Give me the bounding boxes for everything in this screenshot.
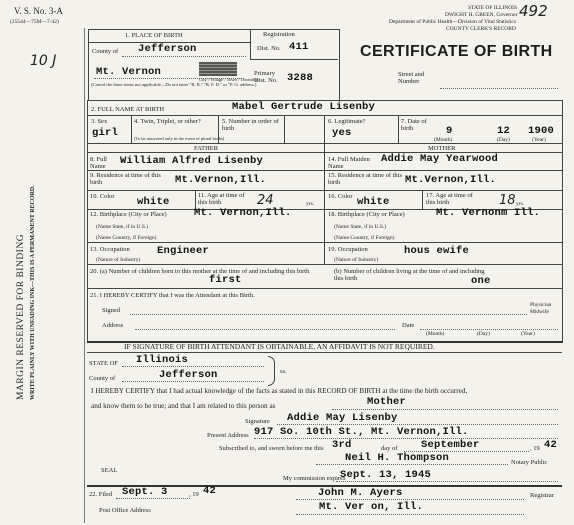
children-born-label: 20. (a) Number of children born to this mother at the time of and including this birth bbox=[90, 268, 310, 275]
governor: DWIGHT H. GREEN, Governor bbox=[445, 12, 518, 18]
mother-birthplace-label: 18. Birthplace (City or Place) bbox=[328, 211, 405, 218]
day-of-label: day of bbox=[381, 445, 398, 452]
full-name-value: Mabel Gertrude Lisenby bbox=[232, 101, 376, 113]
twin-note: (To be answered only in the event of plural births) bbox=[134, 136, 225, 141]
father-age-value: 24 bbox=[257, 193, 274, 208]
affidavit-signature-value: Addie May Lisenby bbox=[287, 412, 398, 424]
affidavit-text-line2: and know them to be true; and that I am related to this person as bbox=[91, 402, 276, 410]
legitimate-value: yes bbox=[332, 127, 352, 139]
city-value: Mt. Vernon bbox=[96, 66, 162, 78]
dob-label: 7. Date of birth bbox=[401, 118, 427, 132]
mother-birthplace-value: Mt. Vernonm Ill. bbox=[436, 207, 541, 219]
subscribed-month: September bbox=[421, 439, 480, 451]
father-country-note: (Name Country, if Foreign) bbox=[96, 235, 157, 241]
mother-residence-value: Mt.Vernon,Ill. bbox=[405, 174, 497, 186]
affidavit-state-value: Illinois bbox=[136, 354, 189, 366]
stamp-number: 492 bbox=[519, 2, 548, 20]
attendant-label: 21. I HEREBY CERTIFY that I was the Attendant at this Birth. bbox=[90, 292, 255, 299]
registrar-label: Registrar bbox=[530, 492, 554, 499]
dist-no-value: 411 bbox=[289, 41, 309, 53]
mother-state-note: (Name State, if in U.S.) bbox=[334, 224, 387, 230]
affidavit-ss: ss. bbox=[280, 368, 287, 375]
filed-date: Sept. 3 bbox=[122, 486, 168, 498]
twin-label: 4. Twin, Triplet, or other? bbox=[134, 118, 201, 125]
state-title: STATE OF ILLINOIS bbox=[468, 5, 518, 11]
registrar-name: John M. Ayers bbox=[318, 487, 403, 499]
affidavit-brace bbox=[268, 356, 275, 386]
left-margin bbox=[84, 28, 85, 523]
affidavit-signature-label: Signature bbox=[245, 418, 270, 425]
dob-month-label: (Month) bbox=[434, 137, 453, 143]
city-type-options: City / Village / Town / Township bbox=[199, 77, 258, 82]
post-office-value: Mt. Ver on, Ill. bbox=[319, 501, 424, 513]
affidavit-county-value: Jefferson bbox=[159, 369, 218, 381]
margin-notice bbox=[4, 120, 44, 400]
attendant-signed-label: Signed bbox=[102, 307, 121, 314]
father-occupation-label: 13. Occupation bbox=[90, 246, 130, 253]
midwife-label: Midwife bbox=[530, 309, 549, 315]
father-occupation-value: Engineer bbox=[157, 245, 210, 257]
physician-label: Physician bbox=[530, 302, 552, 308]
primary-dist-value: 3288 bbox=[287, 72, 314, 84]
handwritten-number: 10 J bbox=[30, 53, 57, 69]
attendant-address-label: Address bbox=[102, 322, 124, 329]
father-industry-note: (Nature of Industry) bbox=[96, 257, 141, 263]
mother-occupation-value: hous ewife bbox=[404, 245, 470, 257]
subscribed-year: 42 bbox=[544, 439, 558, 451]
mother-header: MOTHER bbox=[428, 145, 456, 152]
filed-label: 22. Filed bbox=[89, 491, 113, 498]
city-note: (Cancel the three terms not applicable—Do not enter "R. R." "R. F. D." or "P. O. address.) bbox=[91, 82, 257, 87]
mother-industry-note: (Nature of Industry) bbox=[334, 257, 379, 263]
children-living-label: (b) Number of children living at the time of and including this birth bbox=[334, 268, 485, 282]
filed-year-prefix: , 19 bbox=[189, 491, 199, 498]
affidavit-address-label: Present Address bbox=[207, 432, 249, 439]
dob-day-label: (Day) bbox=[497, 137, 510, 143]
mother-residence-label: 15. Residence at time of this birth bbox=[328, 172, 403, 186]
father-header: FATHER bbox=[194, 145, 219, 152]
subscribed-year-prefix: , 19 bbox=[530, 445, 540, 452]
father-residence-value: Mt.Vernon,Ill. bbox=[175, 174, 267, 186]
sex-label: 3. Sex bbox=[91, 118, 108, 125]
commission-expires-label: My commission expires bbox=[283, 475, 346, 482]
sex-value: girl bbox=[92, 127, 119, 139]
mother-color-value: white bbox=[357, 196, 390, 208]
father-age-label: 11. Age at time of this birth bbox=[198, 192, 245, 206]
subscribed-day: 3rd bbox=[332, 439, 352, 451]
attendant-month-label: (Month) bbox=[426, 331, 445, 337]
affidavit-county-label: County of bbox=[89, 375, 116, 382]
affidavit-notice: IF SIGNATURE OF BIRTH ATTENDANT IS OBTAINABLE, AN AFFIDAVIT IS NOT REQUIRED. bbox=[124, 342, 435, 351]
affidavit-text-line1: I HEREBY CERTIFY that I had actual knowledge of the facts as stated in this RECORD OF BIRTH at the time the birth occurred, bbox=[91, 387, 468, 395]
seal-label: SEAL bbox=[101, 467, 118, 474]
attendant-date-label: Date bbox=[402, 322, 415, 329]
form-code: (25544—75M—7-42) bbox=[10, 19, 59, 25]
attendant-year-label: (Year) bbox=[521, 331, 535, 337]
mother-name-label: 14. Full Maiden Name bbox=[328, 156, 370, 170]
father-state-note: (Name State, if in U.S.) bbox=[96, 224, 149, 230]
mother-name-value: Addie May Yearwood bbox=[381, 153, 499, 165]
place-of-birth-label: 1. PLACE OF BIRTH bbox=[125, 32, 183, 39]
mother-country-note: (Name Country, if Foreign) bbox=[334, 235, 395, 241]
dist-no-label: Dist. No. bbox=[257, 45, 281, 52]
dob-year-label: (Year) bbox=[532, 137, 546, 143]
commission-expires-value: Sept. 13, 1945 bbox=[340, 469, 432, 481]
father-yrs: yrs. bbox=[306, 201, 315, 207]
margin-reserved-text: MARGIN RESERVED FOR BINDING bbox=[16, 233, 26, 400]
record-type: COUNTY CLERK'S RECORD bbox=[446, 26, 516, 32]
write-plainly-text: WRITE PLAINLY WITH UNFADING INK—THIS IS A PERMANENT RECORD. bbox=[30, 185, 36, 400]
county-label: County of bbox=[92, 48, 119, 55]
affidavit-relation-value: Mother bbox=[367, 396, 407, 408]
mother-age-value: 18 bbox=[499, 193, 516, 208]
mother-color-label: 16. Color bbox=[328, 193, 353, 200]
mother-yrs: yrs. bbox=[516, 201, 525, 207]
father-birthplace-label: 12. Birthplace (City or Place) bbox=[90, 211, 167, 218]
full-name-label: 2. FULL NAME AT BIRTH bbox=[91, 106, 165, 113]
birth-order-label: 5. Number in order of birth bbox=[222, 118, 279, 132]
street-label: Street and Number bbox=[398, 71, 425, 85]
affidavit-state-label: STATE OF bbox=[89, 360, 118, 367]
father-birthplace-value: Mt. Vernon,Ill. bbox=[194, 207, 292, 219]
father-residence-label: 9. Residence at time of this birth bbox=[90, 172, 161, 186]
department: Department of Public Health—Division of Vital Statistics bbox=[389, 19, 516, 25]
dob-day: 12 bbox=[497, 125, 511, 137]
father-color-label: 10. Color bbox=[90, 193, 115, 200]
children-living-value: one bbox=[471, 275, 491, 287]
affidavit-address-value: 917 So. 10th St., Mt. Vernon,Ill. bbox=[254, 426, 469, 438]
notary-label: Notary Public bbox=[511, 459, 548, 466]
filed-year: 42 bbox=[203, 485, 217, 497]
registration-label: Registration bbox=[263, 31, 295, 38]
father-color-value: white bbox=[137, 196, 170, 208]
dob-year: 1900 bbox=[528, 125, 555, 137]
dob-month: 9 bbox=[446, 125, 453, 137]
subscribed-text: Subscribed to, and sworn before me this bbox=[219, 445, 324, 452]
mother-occupation-label: 19. Occupation bbox=[328, 246, 368, 253]
father-name-value: William Alfred Lisenby bbox=[120, 155, 264, 167]
father-name-label: 8. Full Name bbox=[90, 156, 107, 170]
city-type-struck bbox=[199, 62, 237, 76]
notary-name: Neil H. Thompson bbox=[345, 452, 450, 464]
county-value: Jefferson bbox=[138, 43, 197, 55]
primary-dist-label: Primary Dist. No. bbox=[254, 70, 278, 84]
form-number: V. S. No. 3-A bbox=[14, 6, 63, 16]
mother-age-label: 17. Age at time of this birth bbox=[426, 192, 473, 206]
certificate-title: CERTIFICATE OF BIRTH bbox=[360, 43, 553, 60]
legitimate-label: 6. Legitimate? bbox=[328, 118, 366, 125]
attendant-day-label: (Day) bbox=[477, 331, 490, 337]
post-office-label: Post Office Address bbox=[99, 507, 151, 514]
children-born-value: first bbox=[209, 274, 242, 286]
